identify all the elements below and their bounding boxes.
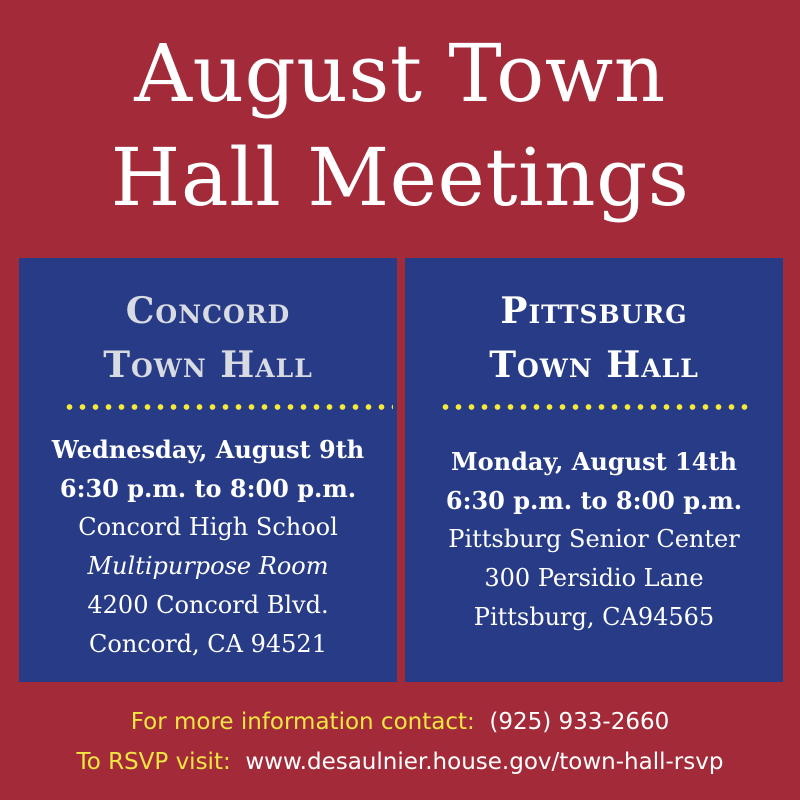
pittsburg-heading-line-2: Town Hall	[489, 344, 699, 386]
title-line-2: Hall Meetings	[110, 131, 690, 224]
concord-town-hall-panel	[19, 258, 397, 682]
meeting-city: Pittsburg, CA94565	[473, 603, 715, 631]
pittsburg-details	[405, 442, 783, 637]
title-line-1: August Town	[134, 27, 666, 120]
meeting-street: 4200 Concord Blvd.	[87, 591, 329, 619]
dotted-divider	[439, 404, 751, 410]
meeting-venue: Pittsburg Senior Center	[448, 525, 740, 553]
dotted-divider	[63, 404, 393, 410]
rsvp-line	[0, 746, 800, 778]
meeting-date: Wednesday, August 9th	[51, 435, 365, 464]
meeting-street: 300 Persidio Lane	[484, 564, 704, 592]
contact-line	[0, 706, 800, 738]
concord-heading-line-1: Concord	[125, 290, 291, 332]
meeting-date: Monday, August 14th	[451, 447, 737, 476]
meeting-city: Concord, CA 94521	[89, 630, 327, 658]
contact-phone[interactable]: (925) 933-2660	[489, 709, 670, 735]
meeting-time: 6:30 p.m. to 8:00 p.m.	[59, 474, 357, 503]
concord-details	[19, 430, 397, 664]
concord-panel-heading	[19, 284, 397, 392]
rsvp-label: To RSVP visit:	[76, 749, 231, 775]
pittsburg-panel-heading	[405, 284, 783, 392]
rsvp-url-link[interactable]: www.desaulnier.house.gov/town-hall-rsvp	[245, 749, 724, 775]
page-title	[0, 22, 800, 230]
contact-label: For more information contact:	[130, 709, 475, 735]
pittsburg-town-hall-panel	[405, 258, 783, 682]
meeting-venue: Concord High School	[78, 513, 338, 541]
meeting-room: Multipurpose Room	[87, 552, 329, 580]
concord-heading-line-2: Town Hall	[103, 344, 313, 386]
meeting-time: 6:30 p.m. to 8:00 p.m.	[445, 486, 743, 515]
pittsburg-heading-line-1: Pittsburg	[500, 290, 688, 332]
